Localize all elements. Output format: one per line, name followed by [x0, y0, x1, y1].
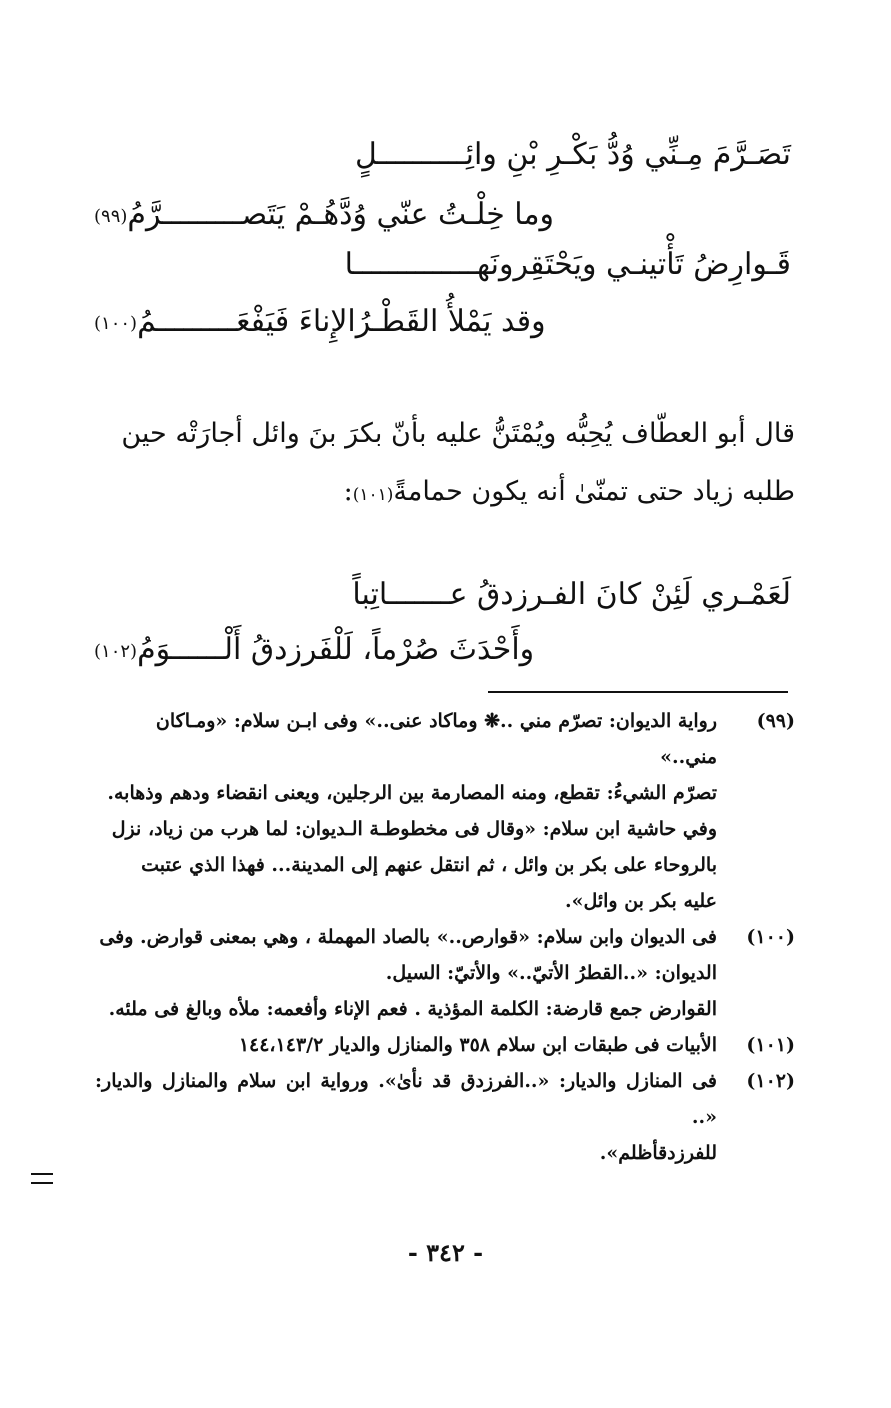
- footnote-line: فى الديوان وابن سلام: «قوارص..» بالصاد المهملة ، وهي بمعنى قوارض. وفى: [99, 926, 717, 948]
- footnote-102: [95, 1063, 795, 1171]
- footnote-line: وفي حاشية ابن سلام: «وقال فى مخطوطـة الـديوان: لما هرب من زياد، نزل: [111, 818, 717, 840]
- footnote-line: تصرّم الشيءُ: تقطع، ومنه المصارمة بين الرجلين، ويعنى انقضاء ودهم وذهابه.: [107, 782, 717, 804]
- verse-text: لَعَمْـري لَئِنْ كانَ الفـرزدقُ عـــــــاتِباً: [352, 577, 791, 612]
- poem1-line3: [345, 245, 791, 285]
- footnotes: [95, 703, 795, 1171]
- footnote-line: فى المنازل والديار: «..الفرزدق قد نأىٰ». ورواية ابن سلام والمنازل والديار: «..: [95, 1070, 717, 1128]
- page-number: - ٣٤٢ -: [407, 1238, 484, 1267]
- verse-text: قَـوارِضُ تَأْتينـي ويَحْتَقِرونَهــــــــــــــا: [344, 247, 791, 282]
- prose-text: :: [343, 476, 353, 507]
- footnote-ref: (١٠١): [352, 485, 394, 505]
- poem2-line1: [352, 575, 791, 615]
- margin-mark: [31, 1173, 53, 1184]
- verse-text: وما خِلْـتُ عنّي وُدَّهُـمْ يَتَصـــــــــرَّمُ: [127, 197, 554, 232]
- footnote-line: القوارض جمع قارضة: الكلمة المؤذية . فعم الإناء وأفعمه: ملأه وبالغ فى ملئه.: [108, 998, 717, 1020]
- footnote-number: (٩٩): [756, 710, 795, 732]
- poem1-line2: [94, 195, 554, 237]
- footnote-ref: (١٠٢): [94, 641, 138, 662]
- footnote-body: [95, 703, 717, 775]
- footnote-body: [95, 1027, 717, 1063]
- footnote-body: [95, 919, 717, 991]
- footnote-line: الديوان: «..القطرُ الأتيّ..» والأتيّ: السيل.: [385, 962, 717, 984]
- verse-text: تَصَـرَّمَ مِـنِّي وُدُّ بَكْـرِ بْنِ وائِــــــــــلٍ: [355, 137, 791, 172]
- prose-line: قال أبو العطّاف يُحِبُّه ويُمْتَنُّ عليه بأنّ بكرَ بنَ وائل أجارَتْه حين: [121, 418, 795, 449]
- footnote-line: الأبيات فى طبقات ابن سلام ٣٥٨ والمنازل والديار ١٤٤،١٤٣/٢: [238, 1034, 717, 1056]
- footnote-line: عليه بكر بن وائل».: [564, 890, 717, 912]
- footnote-101: [95, 1027, 795, 1063]
- prose-line: [95, 463, 795, 524]
- footnote-ref: (٩٩): [94, 206, 128, 227]
- footnote-line: بالروحاء على بكر بن وائل ، ثم انتقل عنهم إلى المدينة... فهذا الذي عتبت: [141, 854, 717, 876]
- verse-text: وقد يَمْلأُ القَطْـرُالإِناءَ فَيَفْعَـــــــــمُ: [137, 304, 546, 339]
- footnote-line: للفرزدقأظلم».: [599, 1142, 717, 1164]
- footnote-number: (١٠١): [746, 1034, 795, 1056]
- footnote-body: [95, 1063, 717, 1171]
- footnote-ref: (١٠٠): [94, 313, 138, 334]
- footnote-line: رواية الديوان: تصرّم مني ..❋ وماكاد عنى..» وفى ابـن سلام: «ومـاكان: [155, 710, 717, 732]
- poem2-line2: [94, 630, 534, 672]
- poem1-line4: [94, 302, 546, 344]
- footnote-100: [95, 919, 795, 991]
- poem1-line1: [355, 135, 791, 175]
- footnote-99: [95, 703, 795, 775]
- prose-text: طلبه زياد حتى تمنّىٰ أنه يكون حمامةً: [393, 476, 795, 507]
- footnote-number: (١٠٠): [746, 926, 795, 948]
- prose-paragraph: [95, 405, 795, 524]
- footnote-separator: [488, 691, 788, 693]
- footnote-line: مني..»: [660, 746, 717, 768]
- verse-text: وأَحْدَثَ صُرْماً، لَلْفَرزدقُ أَلْــــــوَمُ: [137, 632, 535, 667]
- footnote-number: (١٠٢): [746, 1070, 795, 1092]
